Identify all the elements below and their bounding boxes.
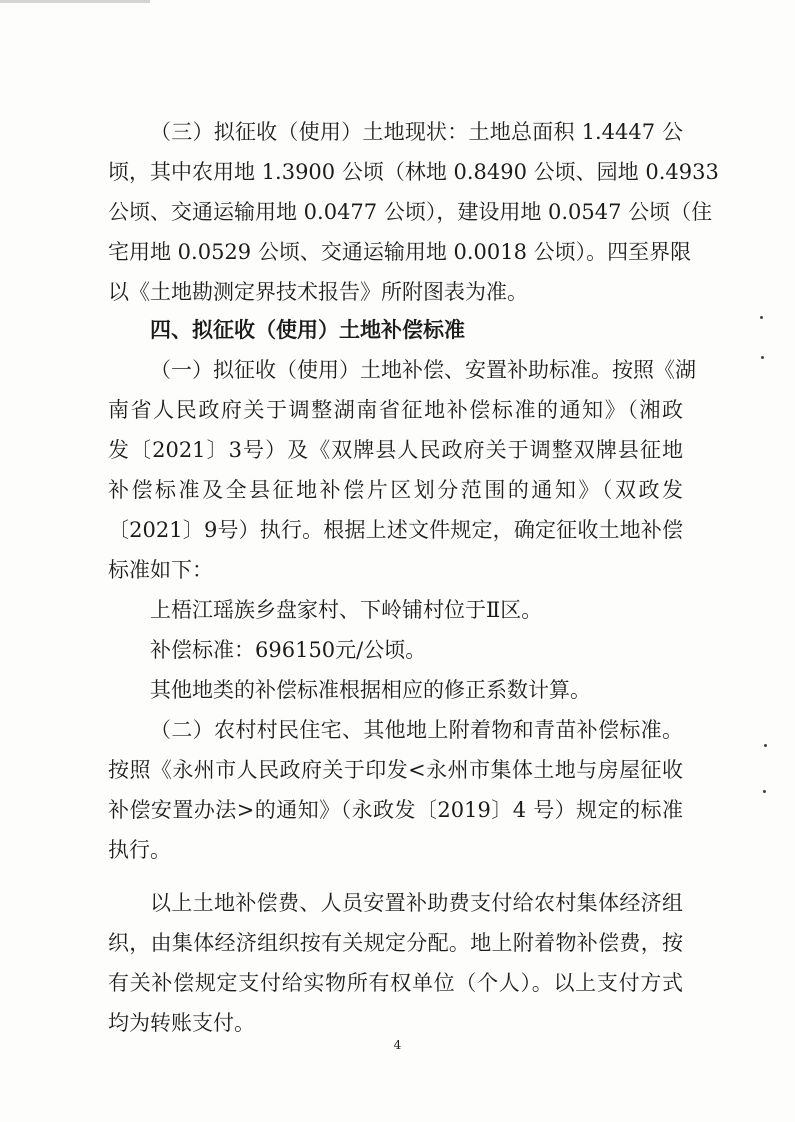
paragraph-line: 〔2021〕9号）执行。根据上述文件规定，确定征收土地补偿 (108, 518, 683, 542)
paragraph-line: 有关补偿规定支付给实物所有权单位（个人）。以上支付方式 (108, 971, 683, 995)
paragraph-line: 补偿标准：696150元/公顷。 (150, 638, 427, 662)
paragraph-line: （二）农村村民住宅、其他地上附着物和青苗补偿标准。 (150, 718, 683, 742)
paragraph-line: 南省人民政府关于调整湖南省征地补偿标准的通知》（湘政 (108, 398, 683, 422)
scan-speck (761, 356, 764, 359)
paragraph-line: 补偿标准及全县征地补偿片区划分范围的通知》（双政发 (108, 478, 683, 502)
paragraph-line: 以上土地补偿费、人员安置补助费支付给农村集体经济组 (150, 891, 683, 915)
section-heading: 四、拟征收（使用）土地补偿标准 (150, 318, 465, 342)
paragraph-line: 标准如下： (108, 558, 213, 582)
paragraph-line: 以《土地勘测定界技术报告》所附图表为准。 (108, 280, 528, 304)
paragraph-line: 其他地类的补偿标准根据相应的修正系数计算。 (150, 678, 591, 702)
paragraph-line: （三）拟征收（使用）土地现状：土地总面积 1.4447 公 (150, 120, 683, 144)
paragraph-line: 执行。 (108, 838, 171, 862)
paragraph-line: 公顷、交通运输用地 0.0477 公顷），建设用地 0.0547 公顷（住 (108, 200, 713, 224)
paragraph-line: 均为转账支付。 (108, 1011, 255, 1035)
paragraph-line: 补偿安置办法>的通知》（永政发〔2019〕4 号）规定的标准 (108, 798, 683, 822)
scan-speck (764, 744, 767, 747)
paragraph-line: （一）拟征收（使用）土地补偿、安置补助标准。按照《湖 (150, 358, 696, 382)
paragraph-line: 织，由集体经济组织按有关规定分配。地上附着物补偿费，按 (108, 931, 683, 955)
paragraph-line: 宅用地 0.0529 公顷、交通运输用地 0.0018 公顷）。四至界限 (108, 240, 692, 264)
paragraph-line: 顷，其中农用地 1.3900 公顷（林地 0.8490 公顷、园地 0.4933 (108, 160, 719, 184)
scan-speck (760, 316, 763, 319)
paragraph-line: 按照《永州市人民政府关于印发<永州市集体土地与房屋征收 (108, 758, 683, 782)
page-number: 4 (393, 1038, 402, 1052)
scan-speck (763, 790, 766, 793)
scan-artifact (0, 0, 150, 3)
paragraph-line: 上梧江瑶族乡盘家村、下岭铺村位于Ⅱ区。 (150, 598, 543, 622)
paragraph-line: 发〔2021〕3号）及《双牌县人民政府关于调整双牌县征地 (108, 438, 683, 462)
